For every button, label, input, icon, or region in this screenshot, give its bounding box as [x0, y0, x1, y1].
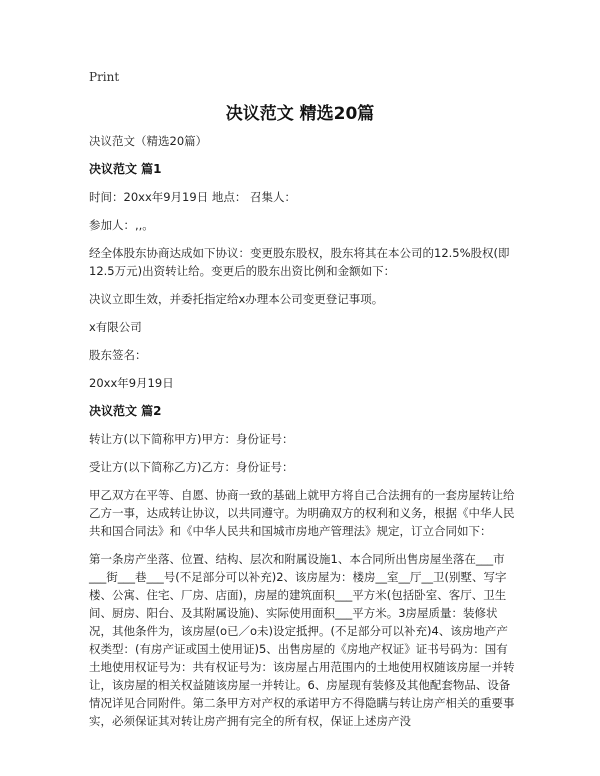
transferee-line: 受让方(以下简称乙方)乙方：身份证号： — [89, 460, 294, 474]
section-heading-1: 决议范文 篇1 — [89, 162, 162, 176]
resolution-date: 20xx年9月19日 — [89, 376, 174, 390]
agreement-paragraph: 经全体股东协商达成如下协议：变更股东股权，股东将其在本公司的12.5%股权(即12.5万元)出资转让给。变更后的股东出资比例和金额如下： — [89, 246, 510, 278]
print-link[interactable]: Print — [89, 70, 120, 84]
contract-intro-paragraph: 甲乙双方在平等、自愿、协商一致的基础上就甲方将自己合法拥有的一套房屋转让给乙方一事，达成转让协议，以共同遵守。为明确双方的权利和义务，根据《中华人民共和国合同法》和《中华人民共和国城市房地产管理法》规定，订立合同如下： — [89, 488, 515, 538]
attendees-line: 参加人：,,。 — [89, 218, 154, 232]
document-subtitle: 决议范文（精选20篇） — [89, 134, 208, 148]
transferor-line: 转让方(以下简称甲方)甲方：身份证号： — [89, 432, 294, 446]
shareholder-signature: 股东签名： — [89, 348, 147, 362]
document-body — [89, 132, 519, 737]
company-name: x有限公司 — [89, 320, 142, 334]
contract-article-paragraph: 第一条房产坐落、位置、结构、层次和附属设施1、本合同所出售房屋坐落在___市___街___巷___号(不足部分可以补充)2、该房屋为：楼房__室__厅__卫(别墅、写字楼、公寓、住宅、厂房、店面)，房屋的建筑面积___平方米(包括卧室、客厅、卫生间、厨房、阳台、及其附属设施)、实际使用面积___平方米。3房屋质量：装修状况，其他条件为，该房屋(o已／o未)设定抵押。(不足部分可以补充)4、该房地产产权类型：(有房产证或国土使用证)5、出售房屋的《房地产权证》证书号码为：国有土地使用权证号为：共有权证号为：该房屋占用范围内的土地使用权随该房屋一并转让，该房屋的相关权益随该房屋一并转让。6、房屋现有装修及其他配套物品、设备情况详见合同附件。第二条甲方对产权的承诺甲方不得隐瞒与转让房产相关的重要事实，必须保证其对转让房产拥有完全的所有权，保证上述房产没 — [89, 552, 515, 728]
document-title: 决议范文 精选20篇 — [225, 104, 375, 124]
resolution-paragraph: 决议立即生效，并委托指定给x办理本公司变更登记事项。 — [89, 292, 384, 306]
section-heading-2: 决议范文 篇2 — [89, 404, 162, 418]
meeting-time-line: 时间：20xx年9月19日 地点： 召集人： — [89, 190, 297, 204]
